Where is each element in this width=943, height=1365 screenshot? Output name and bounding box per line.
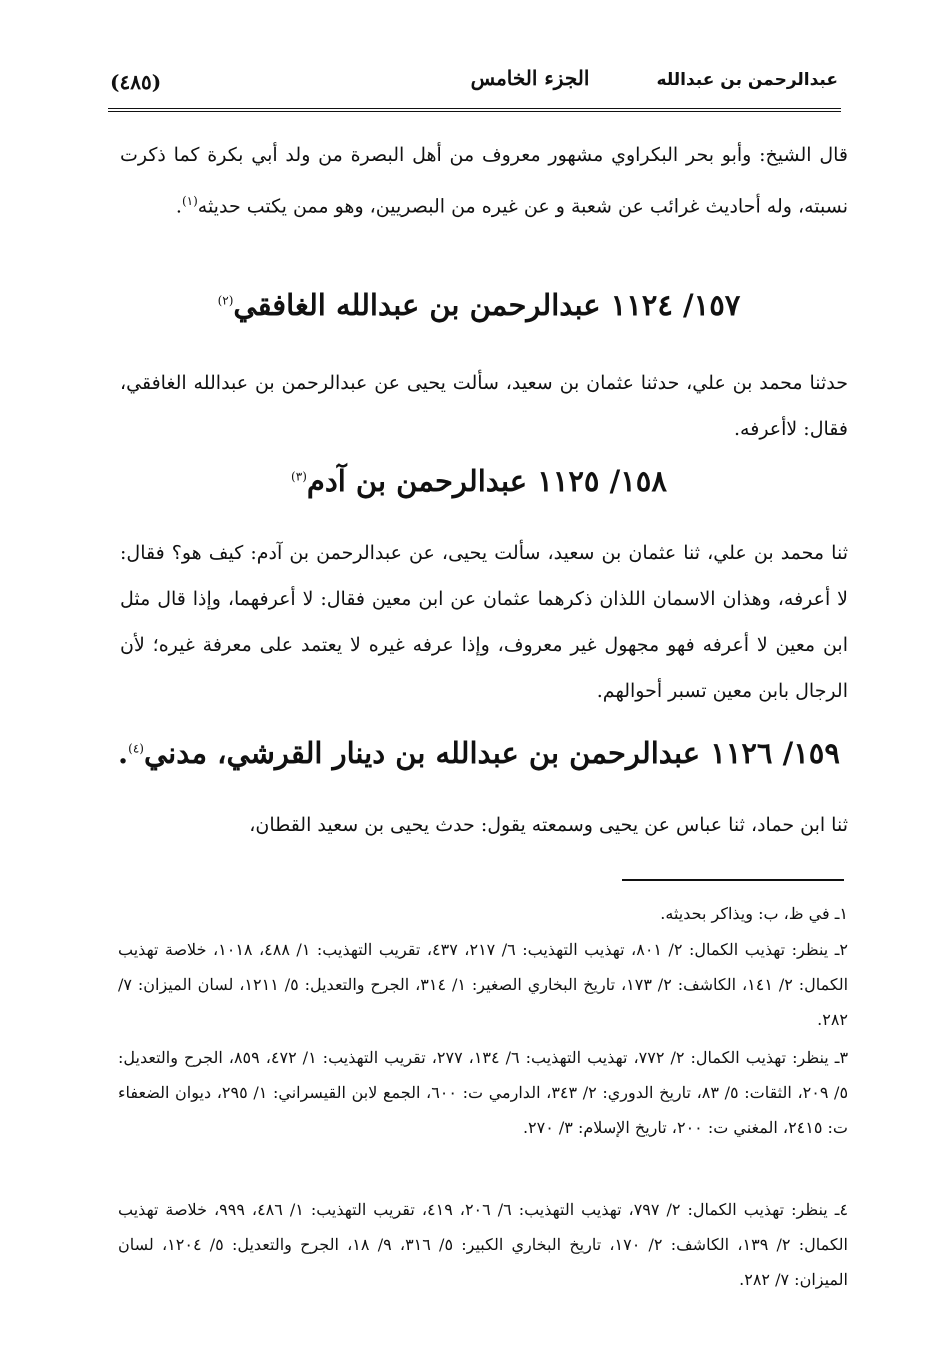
entry-heading-157-text: ١٥٧/ ١١٢٤ عبدالرحمن بن عبدالله الغافقي xyxy=(233,288,741,322)
footnote-ref-2: (٢) xyxy=(217,293,234,308)
entry-heading-157 xyxy=(110,288,848,322)
footnote-ref-3: (٣) xyxy=(291,469,307,484)
entry-heading-159 xyxy=(110,736,848,770)
footnote-ref-4: (٤) xyxy=(128,741,144,756)
entry-heading-159-end: . xyxy=(118,736,129,770)
entry-heading-158-text: ١٥٨/ ١١٢٥ عبدالرحمن بن آدم xyxy=(306,464,667,498)
paragraph-3: ثنا محمد بن علي، ثنا عثمان بن سعيد، سألت يحيى، عن عبدالرحمن بن آدم: كيف هو؟ فقال: لا أعرفه، وهذان الاسمان اللذان ذكرهما عثمان عن ابن معين فقال: لا أعرفهما، وإذا قال مثل ابن معين لا أعرفه فهو مجهول غير معروف، وإذا عرفه غيره لا يعتمد على معرفة غيره؛ لأن الرجال بابن معين تسبر أحوالهم. xyxy=(120,542,848,702)
footnote-2: ٢ـ ينظر: تهذيب الكمال: ٢/ ٨٠١، تهذيب التهذيب: ٦/ ٢١٧، ٤٣٧، تقريب التهذيب: ١/ ٤٨٨، ١٠١٨، خلاصة تهذيب الكمال: ٢/ ١٤١، الكاشف: ٢/ ١٧٣، تاريخ البخاري الصغير: ١/ ٣١٤، الجرح والتعديل: ٥/ ١٢١١، لسان الميزان: ٧/ ٢٨٢. xyxy=(118,940,849,1029)
entry-heading-158 xyxy=(110,464,848,498)
footnote-3: ٣ـ ينظر: تهذيب الكمال: ٢/ ٧٧٢، تهذيب التهذيب: ٦/ ١٣٤، ٢٧٧، تقريب التهذيب: ١/ ٤٧٢، ٨٥٩، الجرح والتعديل: ٥/ ٢٠٩، الثقات: ٥/ ٨٣، تاريخ الدوري: ٢/ ٣٤٣، الدارمي ت: ٦٠٠، الجمع لابن القيسراني: ١/ ٢٩٥، ديوان الضعفاء ت: ٢٤١٥، المغني ت: ٢٠٠، تاريخ الإسلام: ٣/ ٢٧٠. xyxy=(118,1048,849,1137)
footnote-divider xyxy=(622,879,844,881)
paragraph-2: حدثنا محمد بن علي، حدثنا عثمان بن سعيد، سألت يحيى عن عبدالرحمن بن عبدالله الغافقي، فقال: لاأعرفه. xyxy=(120,372,848,440)
footnote-4: ٤ـ ينظر: تهذيب الكمال: ٢/ ٧٩٧، تهذيب التهذيب: ٦/ ٢٠٦، ٤١٩، تقريب التهذيب: ١/ ٤٨٦، ٩٩٩، خلاصة تهذيب الكمال: ٢/ ١٣٩، الكاشف: ٢/ ١٧٠، تاريخ البخاري الكبير: ٥/ ٣١٦، ٩/ ١٨، الجرح والتعديل: ٥/ ١٢٠٤، لسان الميزان: ٧/ ٢٨٢. xyxy=(118,1200,849,1289)
header-divider xyxy=(108,108,841,112)
paragraph-1-text: قال الشيخ: وأبو بحر البكراوي مشهور معروف من أهل البصرة من ولد أبي بكرة كما ذكرت نسبته، وله أحاديث غرائب عن شعبة و عن غيره من البصريين، وهو ممن يكتب حديثه xyxy=(120,144,848,218)
paragraph-4: ثنا ابن حماد، ثنا عباس عن يحيى وسمعته يقول: حدث يحيى بن سعيد القطان، xyxy=(249,814,848,836)
page-number: (٤٨٥) xyxy=(110,70,162,94)
volume-label: الجزء الخامس xyxy=(470,66,590,90)
entry-heading-159-text: ١٥٩/ ١١٢٦ عبدالرحمن بن عبدالله بن دينار القرشي، مدني xyxy=(143,736,840,770)
paragraph-1 xyxy=(120,132,848,229)
running-title: عبدالرحمن بن عبدالله xyxy=(656,70,838,90)
paragraph-1-end: . xyxy=(175,195,182,218)
footnote-ref-1: (١) xyxy=(181,194,198,208)
page-header xyxy=(110,64,838,104)
footnote-1: ١ـ في ظ، ب: ويذاكر بحديثه. xyxy=(660,904,848,923)
